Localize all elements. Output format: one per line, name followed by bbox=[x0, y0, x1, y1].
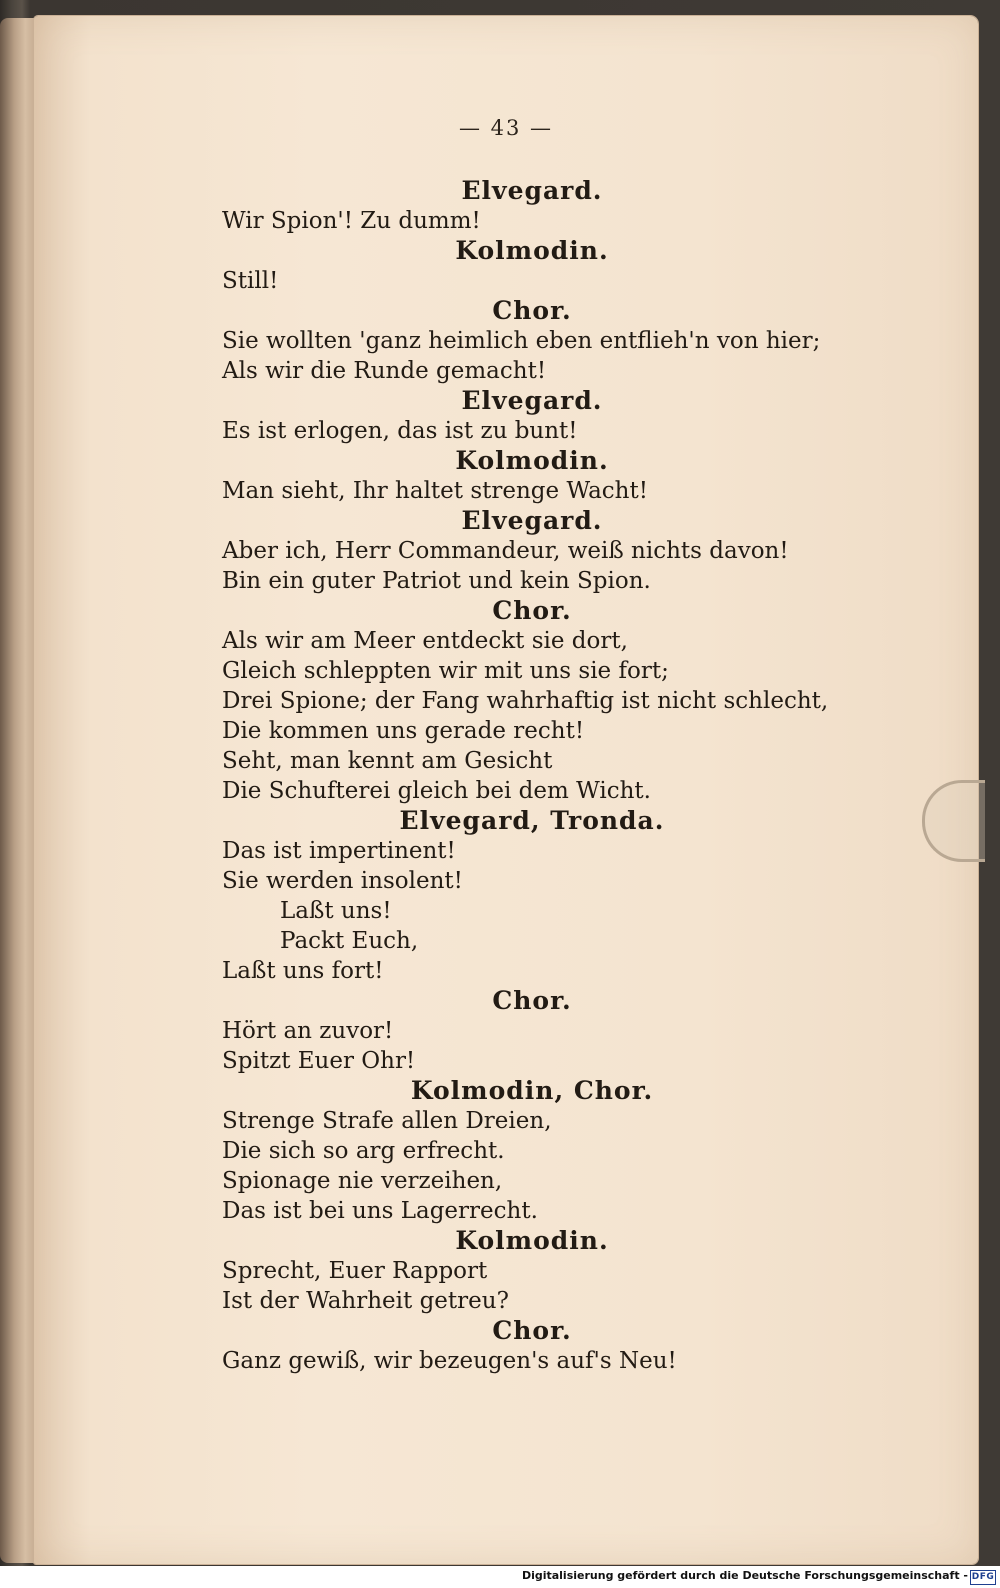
verse-line: Ganz gewiß, wir bezeugen's auf's Neu! bbox=[222, 1348, 677, 1374]
verse-line: Hört an zuvor! bbox=[222, 1018, 394, 1044]
speaker-name: Elvegard, Tronda. bbox=[399, 806, 665, 835]
verse-line: Als wir am Meer entdeckt sie dort, bbox=[222, 628, 628, 654]
book-left-edge bbox=[0, 18, 36, 1563]
verse-line: Man sieht, Ihr haltet strenge Wacht! bbox=[222, 478, 648, 504]
verse-line: Drei Spione; der Fang wahrhaftig ist nicht schlecht, bbox=[222, 688, 829, 714]
verse-line: Das ist impertinent! bbox=[222, 838, 456, 864]
speaker-name: Elvegard. bbox=[461, 176, 603, 205]
verse-line: Wir Spion'! Zu dumm! bbox=[222, 208, 481, 234]
book-page bbox=[34, 16, 978, 1564]
speaker-name: Kolmodin, Chor. bbox=[410, 1076, 654, 1105]
speaker-name: Chor. bbox=[492, 296, 572, 325]
verse-line: Es ist erlogen, das ist zu bunt! bbox=[222, 418, 578, 444]
verse-line: Die sich so arg erfrecht. bbox=[222, 1138, 505, 1164]
dfg-logo: DFG bbox=[970, 1570, 996, 1585]
verse-line: Seht, man kennt am Gesicht bbox=[222, 748, 553, 774]
verse-line: Laßt uns fort! bbox=[222, 958, 384, 984]
verse-line: Sprecht, Euer Rapport bbox=[222, 1258, 488, 1284]
verse-line: Spionage nie verzeihen, bbox=[222, 1168, 503, 1194]
verse-line: Das ist bei uns Lagerrecht. bbox=[222, 1198, 538, 1224]
footer-bar bbox=[0, 1566, 1000, 1588]
libretto-text bbox=[222, 176, 862, 1376]
speaker-name: Kolmodin. bbox=[455, 446, 609, 475]
verse-line: Sie wollten 'ganz heimlich eben entflieh'n von hier; bbox=[222, 328, 821, 354]
verse-line: Als wir die Runde gemacht! bbox=[222, 358, 547, 384]
verse-line: Aber ich, Herr Commandeur, weiß nichts davon! bbox=[222, 538, 789, 564]
verse-line: Laßt uns! bbox=[280, 898, 392, 924]
verse-line: Strenge Strafe allen Dreien, bbox=[222, 1108, 552, 1134]
speaker-name: Chor. bbox=[492, 596, 572, 625]
speaker-name: Chor. bbox=[492, 986, 572, 1015]
verse-line: Still! bbox=[222, 268, 279, 294]
footer-credit: Digitalisierung gefördert durch die Deutsche Forschungsgemeinschaft - bbox=[521, 1569, 968, 1582]
speaker-name: Kolmodin. bbox=[455, 1226, 609, 1255]
verse-line: Spitzt Euer Ohr! bbox=[222, 1048, 416, 1074]
speaker-name: Kolmodin. bbox=[455, 236, 609, 265]
verse-line: Packt Euch, bbox=[280, 928, 419, 954]
verse-line: Ist der Wahrheit getreu? bbox=[222, 1288, 509, 1314]
verse-line: Die kommen uns gerade recht! bbox=[222, 718, 585, 744]
verse-line: Bin ein guter Patriot und kein Spion. bbox=[222, 568, 651, 594]
speaker-name: Elvegard. bbox=[461, 386, 603, 415]
verse-line: Die Schufterei gleich bei dem Wicht. bbox=[222, 778, 651, 804]
speaker-name: Chor. bbox=[492, 1316, 572, 1345]
speaker-name: Elvegard. bbox=[461, 506, 603, 535]
page-number: — 43 — bbox=[458, 116, 554, 140]
verse-line: Gleich schleppten wir mit uns sie fort; bbox=[222, 658, 669, 684]
verse-line: Sie werden insolent! bbox=[222, 868, 463, 894]
